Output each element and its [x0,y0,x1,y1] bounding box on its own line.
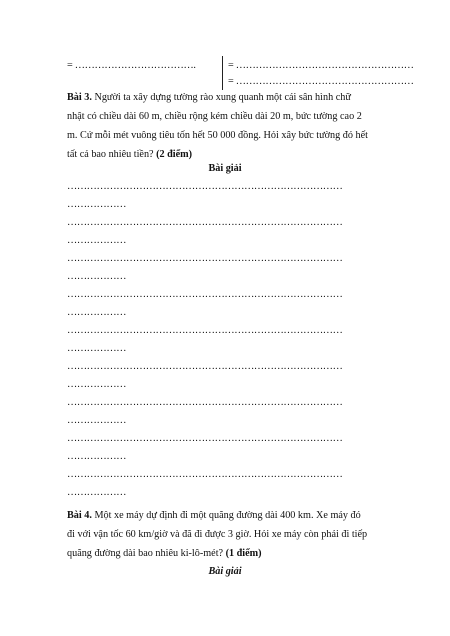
answer-line: ………………………………………………………………………… [67,433,343,444]
problem-4-label: Bài 4. [67,510,92,521]
answer-line-end: ……………… [67,271,127,282]
problem-3-text-4: tất cả bao nhiêu tiền? [67,149,154,160]
answer-line-end: ……………… [67,487,127,498]
solution-heading-4: Bài giải [208,566,242,577]
answer-line: ………………………………………………………………………… [67,361,343,372]
solution-heading-3: Bài giải [208,163,242,174]
answer-line-end: ……………… [67,199,127,210]
answer-line-right-1: = ……………………………………………… [228,60,414,71]
answer-line-end: ……………… [67,343,127,354]
answer-line: ………………………………………………………………………… [67,469,343,480]
previous-answer-area [67,56,439,88]
answer-line-end: ……………… [67,235,127,246]
answer-line-end: ……………… [67,307,127,318]
problem-4-line-3 [67,544,387,563]
problem-3-text-1: Người ta xây dựng tường rào xung quanh một cái sân hình chữ [94,92,351,103]
problem-3-label: Bài 3. [67,92,92,103]
answer-line: ………………………………………………………………………… [67,397,343,408]
problem-4-points: (1 điểm) [225,548,262,559]
problem-3-line-1 [67,88,387,107]
answer-line: ………………………………………………………………………… [67,181,343,192]
answer-line-end: ……………… [67,415,127,426]
problem-3-line-4 [67,145,387,164]
answer-line-end: ……………… [67,451,127,462]
column-divider [222,56,223,90]
answer-line: ………………………………………………………………………… [67,217,343,228]
answer-line: ………………………………………………………………………… [67,325,343,336]
problem-4-line-2: đi với vận tốc 60 km/giờ và đã đi được 3 giờ. Hỏi xe máy còn phải đi tiếp [67,529,368,540]
answer-line-right-2: = ……………………………………………… [228,76,414,87]
answer-line-left: = ………………………………. [67,60,196,71]
answer-line-end: ……………… [67,379,127,390]
answer-line: ………………………………………………………………………… [67,253,343,264]
problem-3-points: (2 điểm) [156,149,193,160]
answer-line: ………………………………………………………………………… [67,289,343,300]
problem-3-line-3: m. Cứ mỗi mét vuông tiêu tốn hết 50 000 đồng. Hỏi xây bức tường đó hết [67,130,368,141]
problem-3-line-2: nhật có chiều dài 60 m, chiều rộng kém chiều dài 20 m, bức tường cao 2 [67,111,362,122]
problem-4-text-3: quãng đường dài bao nhiêu ki-lô-mét? [67,548,224,559]
problem-4-line-1 [67,506,387,525]
problem-3 [67,88,387,164]
problem-4-text-1: Một xe máy dự định đi một quãng đường dài 400 km. Xe máy đó [94,510,361,521]
problem-4 [67,506,387,563]
